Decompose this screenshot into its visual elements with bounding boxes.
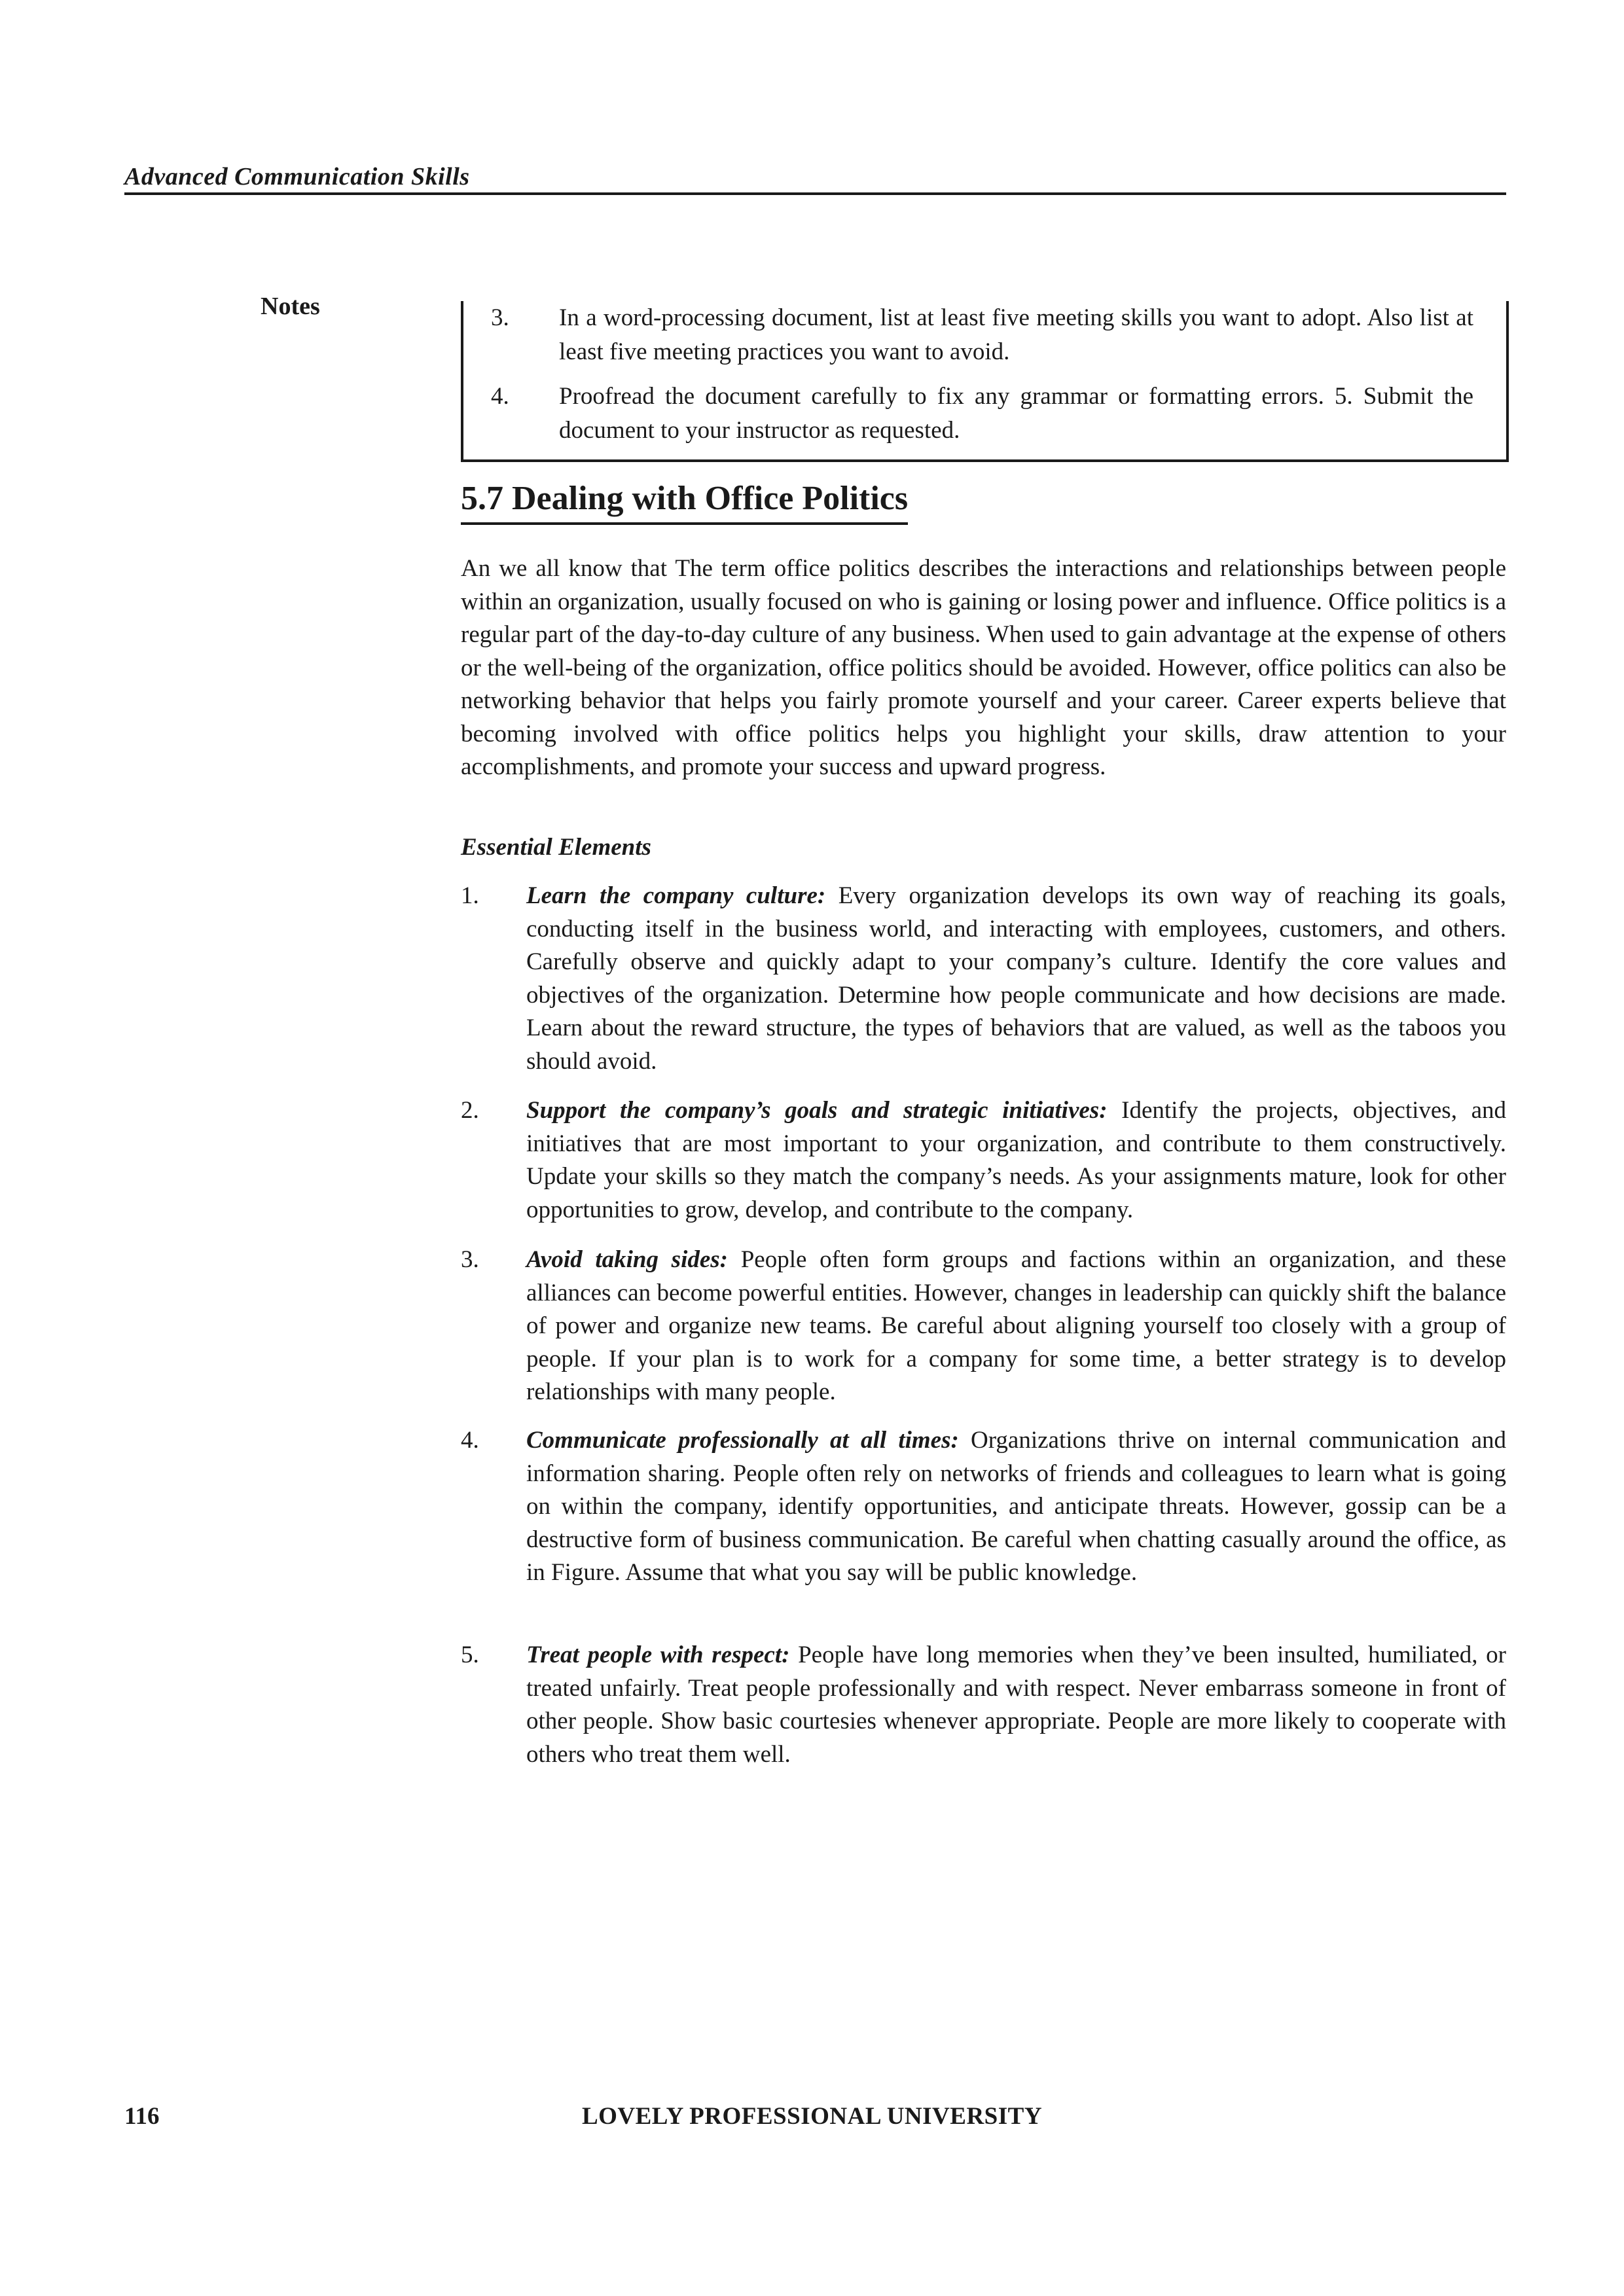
- list-item-number: 1.: [461, 882, 479, 909]
- activity-item-text: In a word-processing document, list at least five meeting skills you want to adopt. Also list at least five meeting practices you want to avoid.: [559, 304, 1473, 365]
- list-item-body: [526, 1424, 1506, 1590]
- footer-publisher: LOVELY PROFESSIONAL UNIVERSITY: [581, 2103, 1043, 2130]
- activity-box: [461, 301, 1509, 462]
- list-item-body: [526, 1094, 1506, 1227]
- list-item-text: People have long memories when they’ve been insulted, humiliated, or treated unfairly. Treat people professionally and with respect. Never embarrass someone in front of other people. Show basic courtesies whenever appropriate. People are more likely to cooperate with others who treat them well.: [526, 1641, 1506, 1768]
- list-item-text: Organizations thrive on internal communication and information sharing. People often rely on networks of friends and colleagues to learn what is going on within the company, identify opportunities, and anticipate threats. However, gossip can be a destructive form of business communication. Be careful when chatting casually around the office, as in Figure. Assume that what you say will be public knowledge.: [526, 1427, 1506, 1586]
- activity-item-text: Proofread the document carefully to fix any grammar or formatting errors. 5. Submit the document to your instructor as requested.: [559, 383, 1473, 444]
- list-item-body: [526, 1244, 1506, 1409]
- list-item-number: 2.: [461, 1097, 479, 1124]
- intro-paragraph: An we all know that The term office politics describes the interactions and relationships between people within an organization, usually focused on who is gaining or losing power and influence. Office politics is a regular part of the day-to-day culture of any business. When used to gain advantage at the expense of others or the well-being of the organization, office politics should be avoided. However, office politics can also be networking behavior that helps you fairly promote yourself and your career. Career experts believe that becoming involved with office politics helps you highlight your skills, draw attention to your accomplishments, and promote your success and upward progress.: [461, 555, 1506, 780]
- list-item-text: Every organization develops its own way of reaching its goals, conducting itself in the business world, and interacting with employees, customers, and others. Carefully observe and quickly adapt to your company’s culture. Identify the core values and objectives of the organization. Determine how people communicate and how decisions are made. Learn about the reward structure, the types of behaviors that are valued, as well as the taboos you should avoid.: [526, 882, 1506, 1075]
- section-heading: 5.7 Dealing with Office Politics: [461, 478, 908, 525]
- list-item-lead: Communicate professionally at all times:: [526, 1427, 959, 1454]
- list-item-lead: Avoid taking sides:: [526, 1246, 728, 1273]
- list-item-lead: Learn the company culture:: [526, 882, 826, 909]
- list-item-number: 5.: [461, 1641, 479, 1668]
- page-number: 116: [124, 2103, 160, 2130]
- activity-item-number: 3.: [491, 304, 509, 331]
- list-item-number: 3.: [461, 1246, 479, 1273]
- notes-margin-label: Notes: [261, 293, 320, 320]
- list-item-text: Identify the projects, objectives, and initiatives that are most important to your organization, and contribute to them constructively. Update your skills so they match the company’s needs. As your assignments mature, look for other opportunities to grow, develop, and contribute to the company.: [526, 1097, 1506, 1223]
- list-item-number: 4.: [461, 1427, 479, 1454]
- header-rule: [124, 192, 1506, 195]
- running-header-title: Advanced Communication Skills: [124, 163, 470, 190]
- list-item-body: [526, 880, 1506, 1078]
- activity-item-number: 4.: [491, 383, 509, 410]
- list-item-text: People often form groups and factions within an organization, and these alliances can become powerful entities. However, changes in leadership can quickly shift the balance of power and organize new teams. Be careful about aligning yourself too closely with a group of people. If your plan is to work for a company for some time, a better strategy is to develop relationships with many people.: [526, 1246, 1507, 1405]
- essential-elements-heading: Essential Elements: [461, 834, 651, 861]
- list-item-lead: Support the company’s goals and strategic initiatives:: [526, 1097, 1108, 1124]
- list-item-body: [526, 1639, 1506, 1771]
- list-item-lead: Treat people with respect:: [526, 1641, 790, 1668]
